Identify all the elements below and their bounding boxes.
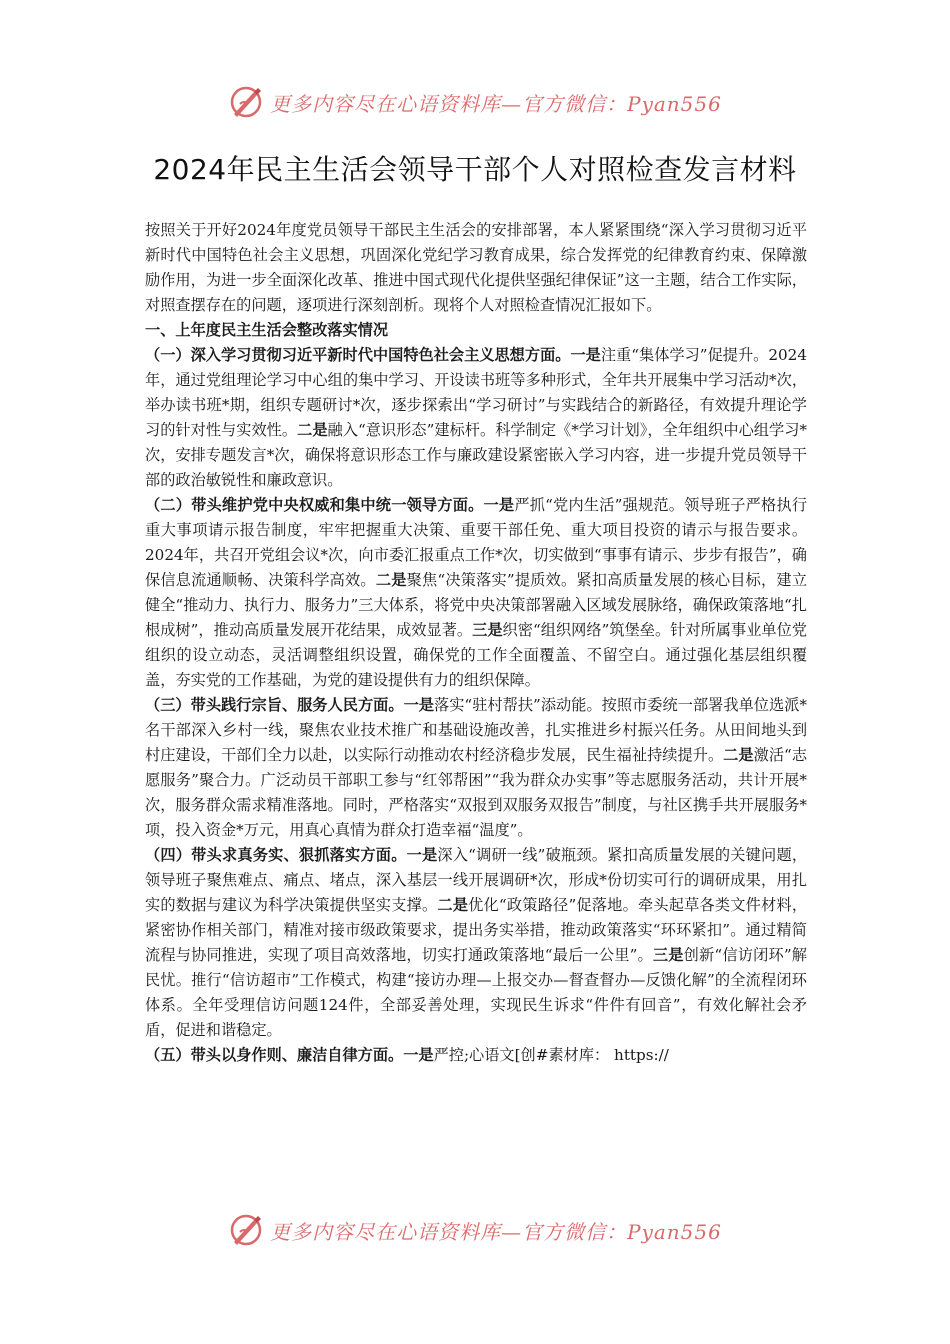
lead-marker: 二是 <box>723 746 754 764</box>
watermark-banner-bottom <box>0 1210 950 1250</box>
lead-marker: 二是 <box>375 571 407 589</box>
lead-marker: 一是 <box>403 696 434 714</box>
paragraph-heading: （四）带头求真务实、狠抓落实方面。 <box>145 846 407 864</box>
paragraph-1 <box>145 343 807 493</box>
paragraph-text: 深入“调研一线”破瓶颈。紧扣高质量发展的关键问题，领导班子聚焦难点、痛点、堵点，深入基层一线开展调研*次，形成*份切实可行的调研成果，用扎实的数据与建议为科学决策提供坚实支撑。 <box>145 846 808 914</box>
lead-marker: 一是 <box>570 346 601 364</box>
paragraph-text: 严控;心语文[创#素材库： https:// <box>433 1046 669 1064</box>
paragraph-3 <box>145 693 807 843</box>
document-body <box>145 218 807 1068</box>
section-heading: 一、上年度民主生活会整改落实情况 <box>145 321 388 339</box>
watermark-banner-top <box>0 82 950 122</box>
lead-marker: 三是 <box>652 946 684 964</box>
intro-paragraph: 按照关于开好2024年度党员领导干部民主生活会的安排部署，本人紧紧围绕“深入学习贯彻习近平新时代中国特色社会主义思想，巩固深化党纪学习教育成果，综合发挥党的纪律教育约束、保障激励作用，为进一步全面深化改革、推进中国式现代化提供坚强纪律保证”这一主题，结合工作实际，对照查摆存在的问题，逐项进行深刻剖析。现将个人对照检查情况汇报如下。 <box>145 221 807 314</box>
paragraph-text: 聚焦“决策落实”提质效。紧扣高质量发展的核心目标，建立健全“推动力、执行力、服务力”三大体系，将党中央决策部署融入区域发展脉络，确保政策落地“扎根成树”，推动高质量发展开花结果，成效显著。 <box>145 571 808 639</box>
paragraph-heading: （五）带头以身作则、廉洁自律方面。 <box>145 1046 404 1064</box>
paragraph-4 <box>145 843 807 1043</box>
lead-marker: 二是 <box>437 896 469 914</box>
paragraph-heading: （二）带头维护党中央权威和集中统一领导方面。 <box>145 496 484 514</box>
lead-marker: 三是 <box>472 621 503 639</box>
paragraph-text: 严抓“党内生活”强规范。领导班子严格执行重大事项请示报告制度，牢牢把握重大决策、重要干部任免、重大项目投资的请示与报告要求。2024年，共召开党组会议*次，向市委汇报重点工作*次，切实做到“事事有请示、步步有报告”，确保信息流通顺畅、决策科学高效。 <box>145 496 808 589</box>
document-title: 2024年民主生活会领导干部个人对照检查发言材料 <box>153 153 797 186</box>
paragraph-5 <box>145 1043 807 1068</box>
paragraph-heading: （一）深入学习贯彻习近平新时代中国特色社会主义思想方面。 <box>145 346 571 364</box>
lead-marker: 一是 <box>483 496 515 514</box>
paragraph-2 <box>145 493 807 693</box>
pen-logo-icon <box>228 84 264 120</box>
paragraph-text: 注重“集体学习”促提升。2024年，通过党组理论学习中心组的集中学习、开设读书班等多种形式，全年共开展集中学习活动*次，举办读书班*期，组织专题研讨*次，逐步探索出“学习研讨”与实践结合的新路径，有效提升理论学习的针对性与实效性。 <box>145 346 808 439</box>
paragraph-heading: （三）带头践行宗旨、服务人民方面。 <box>145 696 404 714</box>
paragraph-text: 织密“组织网络”筑堡垒。针对所属事业单位党组织的设立动态，灵活调整组织设置，确保党的工作全面覆盖、不留空白。通过强化基层组织覆盖，夯实党的工作基础，为党的建设提供有力的组织保障。 <box>145 621 808 689</box>
lead-marker: 一是 <box>406 846 438 864</box>
paragraph-text: 创新“信访闭环”解民忧。推行“信访超市”工作模式，构建“接访办理—上报交办—督查督办—反馈化解”的全流程闭环体系。全年受理信访问题124件，全部妥善处理，实现民生诉求“件件有回音”，有效化解社会矛盾，促进和谐稳定。 <box>145 946 807 1039</box>
lead-marker: 一是 <box>403 1046 434 1064</box>
paragraph-text: 优化“政策路径”促落地。牵头起草各类文件材料，紧密协作相关部门，精准对接市级政策要求，提出务实举措，推动政策落实“环环紧扣”。通过精简流程与协同推进，实现了项目高效落地，切实打通政策落地“最后一公里”。 <box>145 896 808 964</box>
watermark-text: 更多内容尽在心语资料库—官方微信：Pyan556 <box>270 1219 722 1244</box>
paragraph-text: 融入“意识形态”建标杆。科学制定《*学习计划》，全年组织中心组学习*次，安排专题发言*次，确保将意识形态工作与廉政建设紧密嵌入学习内容，进一步提升党员领导干部的政治敏锐性和廉政意识。 <box>145 421 808 489</box>
watermark-text: 更多内容尽在心语资料库—官方微信：Pyan556 <box>270 91 722 116</box>
paragraph-text: 落实“驻村帮扶”添动能。按照市委统一部署我单位选派*名干部深入乡村一线，聚焦农业技术推广和基础设施改善，扎实推进乡村振兴任务。从田间地头到村庄建设，干部们全力以赴，以实际行动推动农村经济稳步发展，民生福祉持续提升。 <box>145 696 808 764</box>
paragraph-text: 激活“志愿服务”聚合力。广泛动员干部职工参与“红邻帮困”“我为群众办实事”等志愿服务活动，共计开展*次，服务群众需求精准落地。同时，严格落实“双报到双服务双报告”制度，与社区携手共开展服务*项，投入资金*万元，用真心真情为群众打造幸福“温度”。 <box>145 746 808 839</box>
pen-logo-icon <box>228 1212 264 1248</box>
lead-marker: 二是 <box>297 421 328 439</box>
